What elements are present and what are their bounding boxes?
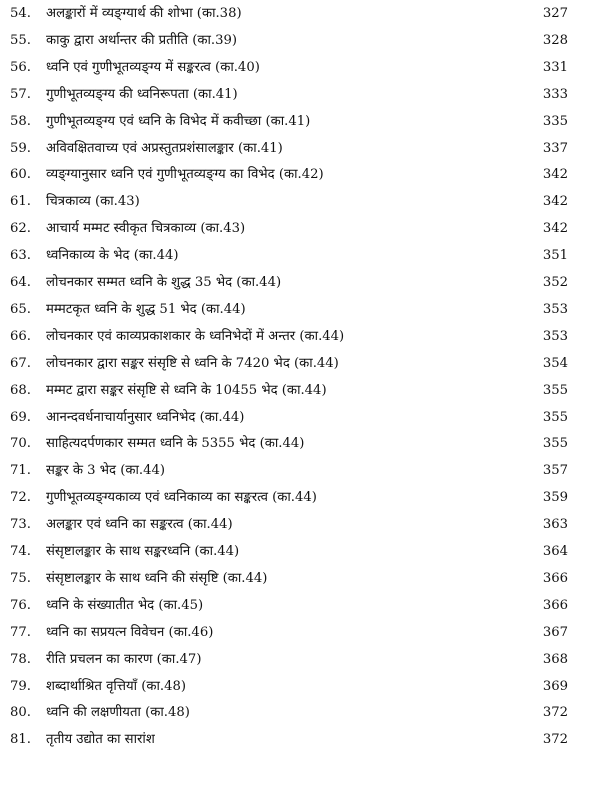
- entry-number: 74.: [10, 544, 31, 559]
- entry-page-number: 342: [542, 194, 568, 210]
- toc-entry: [0, 593, 600, 619]
- entry-page-number: 342: [542, 221, 568, 237]
- entry-number: 67.: [10, 355, 31, 371]
- entry-number: 58.: [10, 113, 31, 129]
- entry-title: आचार्य मम्मट स्वीकृत चित्रकाव्य (का.43): [46, 221, 246, 237]
- entry-title: रीति प्रचलन का कारण (का.47): [46, 651, 202, 667]
- toc-entry: [0, 647, 600, 673]
- entry-number: 59.: [10, 140, 31, 156]
- entry-title: शब्दार्थाश्रित वृत्तियाँ (का.48): [46, 678, 187, 694]
- entry-number: 81.: [10, 732, 31, 748]
- entry-number: 78.: [10, 651, 31, 667]
- entry-title: चित्रकाव्य (का.43): [46, 194, 140, 210]
- entry-title: गुणीभूतव्यङ्ग्य एवं ध्वनि के विभेद में कवीच्छा (का.41): [46, 113, 311, 129]
- entry-number: 54.: [10, 6, 31, 21]
- entry-title: अलङ्कारों में व्यङ्ग्यार्थ की शोभा (का.38): [46, 6, 242, 21]
- entry-title: ध्वनिकाव्य के भेद (का.44): [46, 248, 179, 264]
- toc-entry: [0, 351, 600, 377]
- entry-title: सङ्कर के 3 भेद (का.44): [46, 463, 166, 479]
- entry-number: 61.: [10, 194, 31, 210]
- entry-page-number: 357: [542, 463, 568, 479]
- entry-page-number: 352: [542, 275, 568, 290]
- entry-page-number: 366: [542, 570, 568, 586]
- entry-number: 72.: [10, 490, 31, 506]
- entry-number: 60.: [10, 167, 31, 183]
- toc-entry: [0, 458, 600, 484]
- toc-entry: [0, 216, 600, 242]
- toc-entry: [0, 378, 600, 404]
- toc-entry: [0, 162, 600, 188]
- entry-title: ध्वनि का सप्रयत्न विवेचन (का.46): [46, 624, 214, 640]
- toc-entry: [0, 485, 600, 511]
- entry-page-number: 351: [542, 248, 568, 264]
- entry-title: लोचनकार द्वारा सङ्कर संसृष्टि से ध्वनि के 7420 भेद (का.44): [46, 355, 339, 371]
- entry-number: 73.: [10, 517, 31, 533]
- entry-number: 75.: [10, 570, 31, 586]
- entry-page-number: 353: [542, 301, 568, 317]
- toc-entry: [0, 324, 600, 350]
- toc-entry: [0, 109, 600, 135]
- toc-entry: [0, 405, 600, 431]
- entry-page-number: 353: [542, 328, 568, 344]
- entry-number: 66.: [10, 328, 31, 344]
- entry-title: अलङ्कार एवं ध्वनि का सङ्करत्व (का.44): [46, 517, 233, 533]
- entry-number: 55.: [10, 32, 31, 48]
- entry-title: लोचनकार सम्मत ध्वनि के शुद्ध 35 भेद (का.44): [46, 275, 282, 290]
- entry-title: संसृष्टालङ्कार के साथ ध्वनि की संसृष्टि (का.44): [46, 570, 268, 586]
- entry-page-number: 337: [542, 140, 568, 156]
- toc-entry: [0, 189, 600, 215]
- toc-entry: [0, 539, 600, 565]
- entry-title: काकु द्वारा अर्थान्तर की प्रतीति (का.39): [46, 32, 238, 48]
- toc-entry: [0, 431, 600, 457]
- toc-entry: [0, 55, 600, 81]
- entry-number: 70.: [10, 436, 31, 452]
- toc-entry: [0, 136, 600, 162]
- entry-title: ध्वनि एवं गुणीभूतव्यङ्ग्य में सङ्करत्व (का.40): [46, 59, 260, 75]
- entry-title: आनन्दवर्धनाचार्यानुसार ध्वनिभेद (का.44): [46, 409, 245, 425]
- entry-page-number: 354: [542, 355, 568, 371]
- toc-entry: [0, 700, 600, 726]
- entry-page-number: 335: [542, 113, 568, 129]
- entry-title: लोचनकार एवं काव्यप्रकाशकार के ध्वनिभेदों में अन्तर (का.44): [46, 328, 345, 344]
- entry-number: 68.: [10, 382, 31, 398]
- entry-page-number: 355: [542, 436, 568, 452]
- entry-number: 56.: [10, 59, 31, 75]
- entry-page-number: 327: [542, 6, 568, 21]
- entry-title: ध्वनि की लक्षणीयता (का.48): [46, 705, 190, 721]
- toc-entry: [0, 620, 600, 646]
- toc-entry: [0, 512, 600, 538]
- entry-title: गुणीभूतव्यङ्ग्य की ध्वनिरूपता (का.41): [46, 86, 238, 102]
- toc-entry: [0, 243, 600, 269]
- toc-entry: [0, 28, 600, 54]
- entry-number: 62.: [10, 221, 31, 237]
- entry-number: 63.: [10, 248, 31, 264]
- entry-title: ध्वनि के संख्यातीत भेद (का.45): [46, 597, 204, 613]
- toc-entry: [0, 270, 600, 296]
- entry-page-number: 364: [542, 544, 568, 559]
- entry-page-number: 372: [542, 705, 568, 721]
- entry-page-number: 331: [542, 59, 568, 75]
- entry-number: 79.: [10, 678, 31, 694]
- entry-number: 69.: [10, 409, 31, 425]
- entry-title: मम्मटकृत ध्वनि के शुद्ध 51 भेद (का.44): [46, 301, 246, 317]
- entry-number: 77.: [10, 624, 31, 640]
- entry-title: अविवक्षितवाच्य एवं अप्रस्तुतप्रशंसालङ्कार (का.41): [46, 140, 283, 156]
- entry-page-number: 355: [542, 409, 568, 425]
- entry-title: मम्मट द्वारा सङ्कर संसृष्टि से ध्वनि के 10455 भेद (का.44): [46, 382, 327, 398]
- entry-number: 64.: [10, 275, 31, 290]
- entry-title: साहित्यदर्पणकार सम्मत ध्वनि के 5355 भेद (का.44): [46, 436, 305, 452]
- toc-entry: [0, 566, 600, 592]
- entry-title: तृतीय उद्योत का सारांश: [46, 732, 155, 748]
- toc-entry: [0, 1, 600, 27]
- entry-page-number: 333: [542, 86, 568, 102]
- entry-title: गुणीभूतव्यङ्ग्यकाव्य एवं ध्वनिकाव्य का सङ्करत्व (का.44): [46, 490, 317, 506]
- entry-page-number: 355: [542, 382, 568, 398]
- entry-page-number: 363: [542, 517, 568, 533]
- entry-page-number: 368: [542, 651, 568, 667]
- toc-entry: [0, 727, 600, 753]
- entry-page-number: 372: [542, 732, 568, 748]
- entry-number: 65.: [10, 301, 31, 317]
- entry-page-number: 342: [542, 167, 568, 183]
- entry-page-number: 359: [542, 490, 568, 506]
- entry-number: 76.: [10, 597, 31, 613]
- entry-title: व्यङ्ग्यानुसार ध्वनि एवं गुणीभूतव्यङ्ग्य का विभेद (का.42): [46, 167, 324, 183]
- entry-number: 71.: [10, 463, 31, 479]
- toc-entry: [0, 674, 600, 700]
- entry-number: 80.: [10, 705, 31, 721]
- entry-number: 57.: [10, 86, 31, 102]
- toc-entry: [0, 297, 600, 323]
- entry-title: संसृष्टालङ्कार के साथ सङ्करध्वनि (का.44): [46, 544, 240, 559]
- entry-page-number: 366: [542, 597, 568, 613]
- entry-page-number: 328: [542, 32, 568, 48]
- entry-page-number: 369: [542, 678, 568, 694]
- toc-entry: [0, 82, 600, 108]
- entry-page-number: 367: [542, 624, 568, 640]
